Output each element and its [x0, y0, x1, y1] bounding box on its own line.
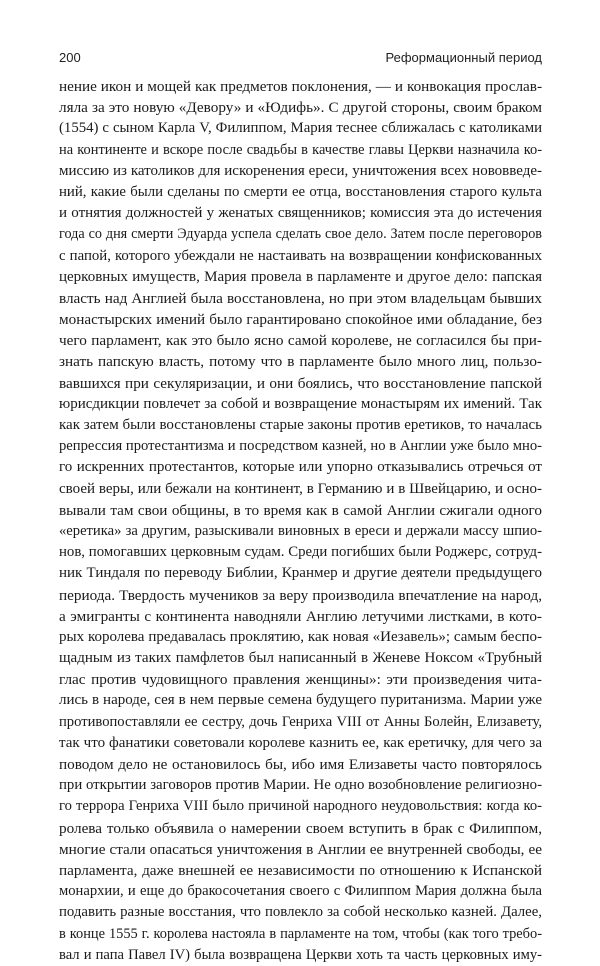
- text-line: своей веры, или бежали на континент, в Германию и в Швейцарию, и осно-: [59, 480, 542, 497]
- text-line: противопоставляли ее сестру, дочь Генриха VIII от Анны Болейн, Елизавету,: [59, 713, 542, 730]
- text-line: в конце 1555 г. королева настояла в парламенте на том, чтобы (как того требо-: [59, 925, 542, 942]
- text-line: го террора Генриха VIII было причиной народного неудовольствия: когда ко-: [59, 798, 542, 815]
- text-line: вавшихся при секуляризации, и они боялись, что восстановление папской: [59, 374, 542, 392]
- text-line: вал и папа Павел IV) была возвращена Церкви хоть та часть церковных иму-: [59, 946, 542, 963]
- text-line: периода. Твердость мучеников за веру производила впечатление на народ,: [59, 586, 542, 604]
- text-line: подавить разные восстания, что повлекло за собой несколько казней. Далее,: [59, 904, 542, 921]
- text-line: ник Тиндаля по переводу Библии, Кранмер и другие деятели предыдущего: [59, 565, 542, 582]
- text-line: ний, какие были сделаны по смерти ее отца, восстановления старого культа: [59, 183, 542, 200]
- text-line: власть над Англией была восстановлена, но при этом владельцам бывших: [59, 289, 542, 307]
- body-text: [59, 76, 542, 966]
- text-line: на континенте и вскоре после свадьбы в качестве главы Церкви назначила ко-: [59, 141, 542, 158]
- text-line: репрессия протестантизма и посредством казней, но в Англии уже было мно-: [59, 438, 542, 455]
- text-line: юрисдикции повлечет за собой и возвращение монастырям их имений. Так: [59, 395, 542, 412]
- text-line: чего парламент, как это было ясно самой королеве, не согласился бы при-: [59, 332, 542, 350]
- text-line: го искренних протестантов, которые или упорно отказывались отречься от: [59, 459, 542, 476]
- text-line: «еретика» за другим, разыскивали виновных в ереси и держали массу шпио-: [59, 522, 542, 539]
- text-line: года со дня смерти Эдуарда успела сделать свое дело. Затем после переговоров: [59, 226, 542, 243]
- text-line: многие стали опасаться уничтожения в Англии ее внутренней свободы, ее: [59, 840, 542, 858]
- section-title: Реформационный период: [385, 50, 542, 65]
- text-line: а эмигранты с континента наводняли Англию летучими листками, в кото-: [59, 607, 542, 625]
- text-line: с папой, которого убеждали не настаивать на возвращении конфискованных: [59, 247, 542, 264]
- text-line: церковных имуществ, Мария провела в парламенте и другое дело: папская: [59, 268, 542, 285]
- text-line: щадным из таких памфлетов был написанный в Женеве Ноксом «Трубный: [59, 650, 542, 667]
- text-line: монархии, и еще до бракосочетания своего с Филиппом Мария должна была: [59, 883, 542, 900]
- text-line: нение икон и мощей как предметов поклонения, — и конвокация прослав-: [59, 78, 542, 95]
- text-line: рых королева предавалась проклятию, как новая «Иезавель»; самым беспо-: [59, 628, 542, 645]
- text-line: знать папскую власть, потому что в парламенте было много лиц, пользо-: [59, 353, 542, 371]
- text-line: (1554) с сыном Карла V, Филиппом, Мария теснее сближалась с католиками: [59, 120, 542, 137]
- text-line: монастырских имений было гарантировано спокойное ими обладание, без: [59, 311, 542, 329]
- text-line: парламента, даже внешней ее независимости по отношению к Испанской: [59, 861, 542, 879]
- text-line: ролева только объявила о намерении своем вступить в брак с Филиппом,: [59, 819, 542, 837]
- running-head: [59, 50, 542, 68]
- page-number: 200: [59, 50, 81, 65]
- text-line: нов, помогавших церковным судам. Среди погибших были Роджерс, сотруд-: [59, 544, 542, 561]
- text-line: при открытии заговоров против Марии. Не одно возобновление религиозно-: [59, 777, 542, 794]
- text-line: глас против чудовищного правления женщины»: эти произведения чита-: [59, 671, 542, 689]
- text-line: так что фанатики советовали королеве казнить ее, как еретичку, для чего за: [59, 734, 542, 751]
- text-line: миссию из католиков для искоренения ереси, уничтожения всех нововведе-: [59, 162, 542, 179]
- text-line: поводом дело не остановилось бы, ибо имя Елизаветы часто повторялось: [59, 756, 542, 773]
- text-line: вывали там свои общины, в то время как в самой Англии сжигали одного: [59, 501, 542, 519]
- text-line: как затем были восстановлены старые законы против еретиков, то началась: [59, 417, 542, 433]
- text-line: лись в народе, сея в нем первые семена будущего пуританизма. Марии уже: [59, 692, 542, 709]
- text-line: и отнятия должностей у женатых священников; комиссия эта до истечения: [59, 205, 542, 222]
- text-line: ляла за это новую «Девору» и «Юдифь». С другой стороны, своим браком: [59, 99, 542, 117]
